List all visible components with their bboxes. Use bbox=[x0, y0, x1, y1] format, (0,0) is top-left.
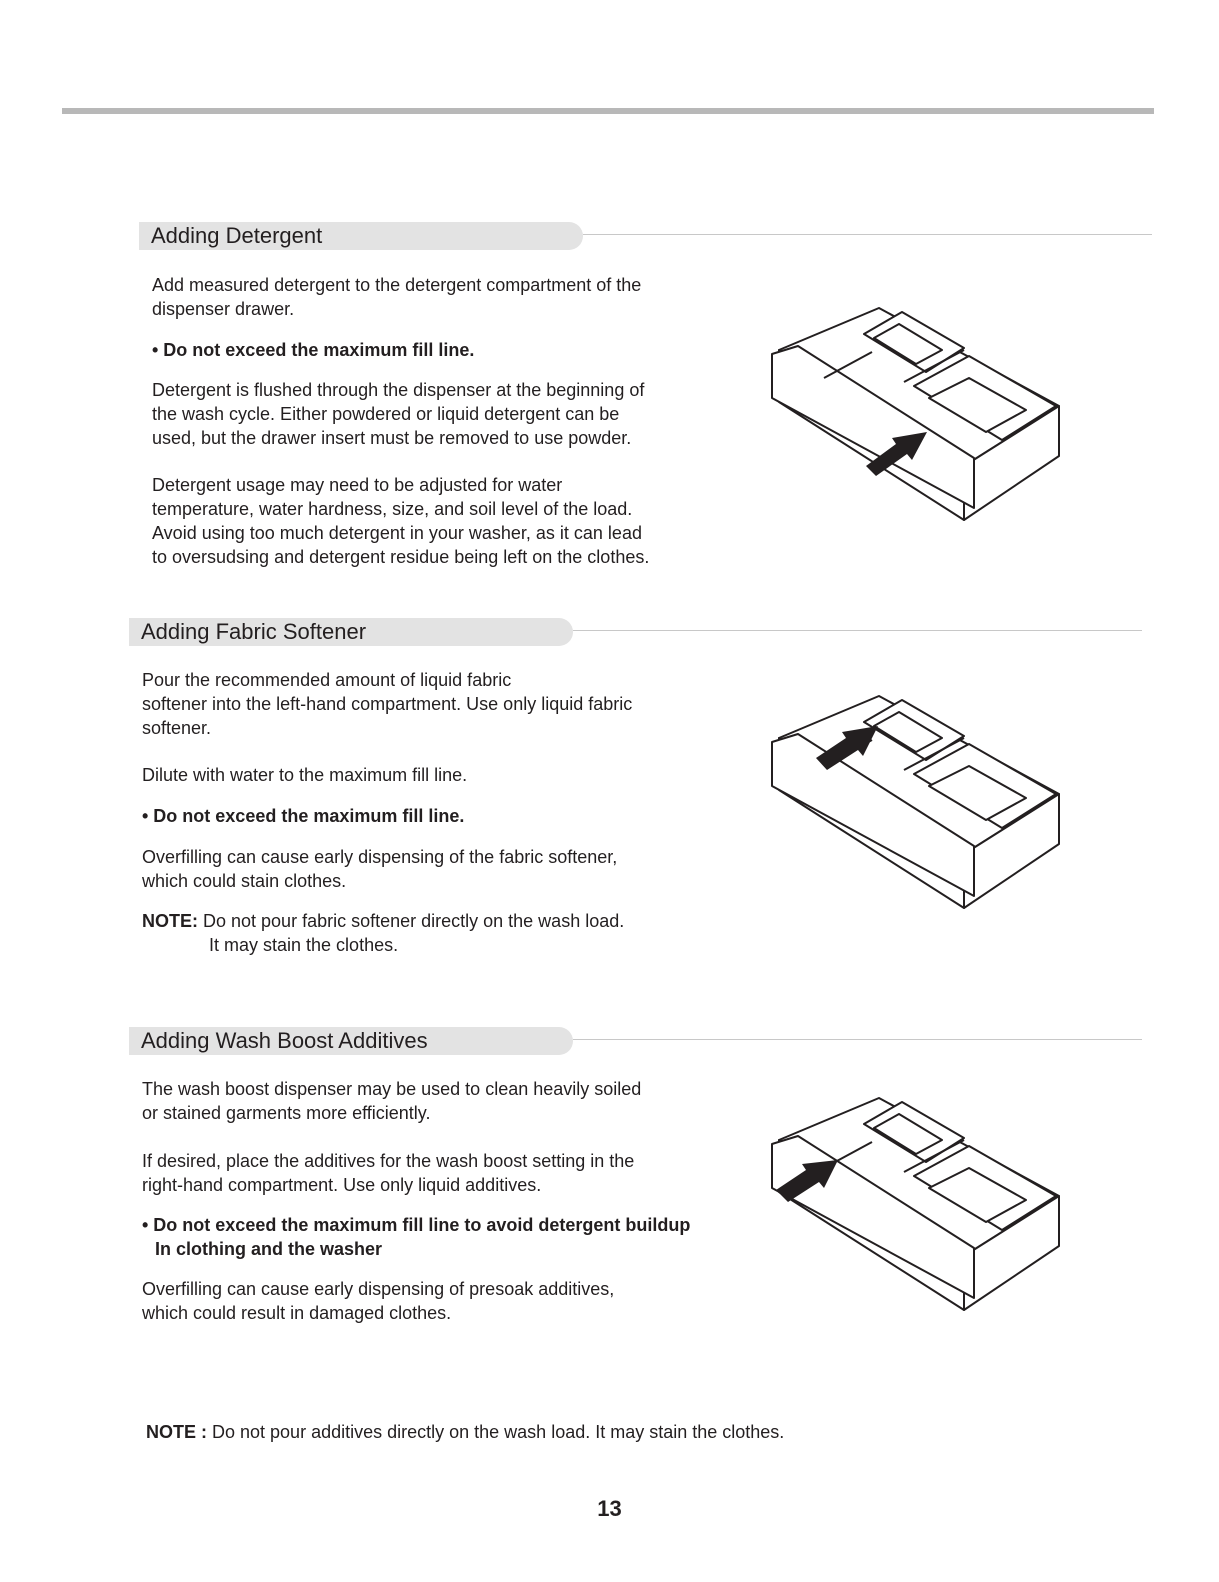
section-title: Adding Fabric Softener bbox=[141, 619, 367, 644]
section-title: Adding Detergent bbox=[151, 223, 323, 248]
section-heading-wash-boost bbox=[129, 1027, 1142, 1055]
softener-dilute: Dilute with water to the maximum fill line. bbox=[142, 765, 468, 785]
footer-note: NOTE : Do not pour additives directly on the wash load. It may stain the clothes. bbox=[146, 1422, 785, 1442]
wash-boost-placement: If desired, place the additives for the wash boost setting in the right-hand compartment. Use only liquid additives. bbox=[142, 1151, 635, 1195]
wash-boost-intro: The wash boost dispenser may be used to clean heavily soiled or stained garments more efficiently. bbox=[142, 1079, 642, 1123]
dispenser-drawer-softener-illustration bbox=[764, 686, 1074, 916]
dispenser-drawer-detergent-illustration bbox=[764, 298, 1074, 528]
wash-boost-overfill-info: Overfilling can cause early dispensing of presoak additives, which could result in damaged clothes. bbox=[142, 1279, 615, 1323]
detergent-intro: Add measured detergent to the detergent compartment of the dispenser drawer. bbox=[152, 275, 642, 319]
page-number: 13 bbox=[597, 1496, 622, 1521]
section-heading-detergent bbox=[139, 222, 1152, 250]
softener-warning: • Do not exceed the maximum fill line. bbox=[142, 806, 465, 826]
detergent-flush-info: Detergent is flushed through the dispenser at the beginning of the wash cycle. Either powdered or liquid detergent can be used, but the drawer insert must be removed to use powder. bbox=[152, 380, 645, 448]
detergent-usage-info: Detergent usage may need to be adjusted for water temperature, water hardness, size, and soil level of the load. Avoid using too much detergent in your washer, as it can lead to oversudsing and detergent residue being left on the clothes. bbox=[152, 475, 650, 567]
softener-overfill-info: Overfilling can cause early dispensing of the fabric softener, which could stain clothes. bbox=[142, 847, 618, 891]
detergent-warning: • Do not exceed the maximum fill line. bbox=[152, 340, 475, 360]
wash-boost-warning: • Do not exceed the maximum fill line to avoid detergent buildup In clothing and the washer bbox=[142, 1215, 691, 1259]
section-heading-fabric-softener bbox=[129, 618, 1142, 646]
header-rule bbox=[62, 108, 1154, 114]
softener-intro: Pour the recommended amount of liquid fabric softener into the left-hand compartment. Use only liquid fabric softener. bbox=[142, 670, 633, 738]
softener-note: NOTE: Do not pour fabric softener directly on the wash load. It may stain the clothes. bbox=[142, 911, 625, 955]
dispenser-drawer-wash-boost-illustration bbox=[764, 1088, 1074, 1318]
section-title: Adding Wash Boost Additives bbox=[141, 1028, 428, 1053]
